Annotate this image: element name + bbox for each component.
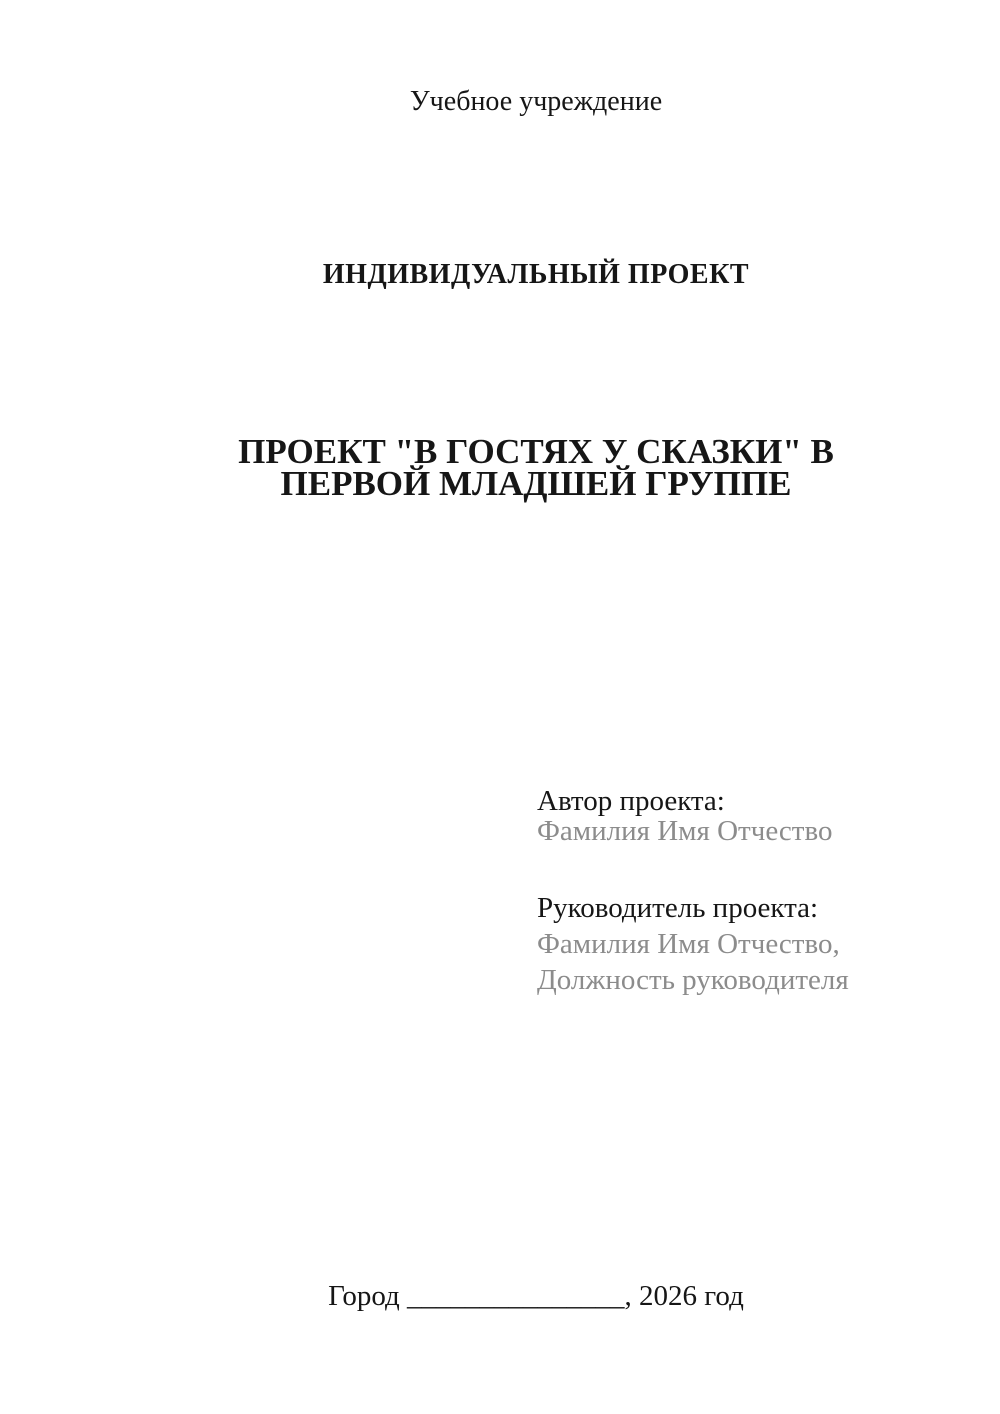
credits-block (537, 786, 849, 998)
project-type-heading: ИНДИВИДУАЛЬНЫЙ ПРОЕКТ (322, 259, 750, 290)
project-title (72, 432, 1000, 503)
project-title-line-1: ПРОЕКТ "В ГОСТЯХ У СКАЗКИ" В (238, 432, 834, 471)
author-name-placeholder: Фамилия Имя Отчество (537, 815, 833, 847)
project-title-line-2: ПЕРВОЙ МЛАДШЕЙ ГРУППЕ (280, 464, 792, 503)
institution-line: Учебное учреждение (409, 86, 663, 117)
supervisor-position-placeholder: Должность руководителя (537, 964, 849, 996)
supervisor-name-placeholder: Фамилия Имя Отчество, (537, 928, 840, 960)
supervisor-section (537, 890, 849, 998)
city-year-line: Город _______________, 2026 год (328, 1280, 744, 1312)
author-section (537, 786, 849, 846)
author-label: Автор проекта: (537, 785, 725, 817)
supervisor-label: Руководитель проекта: (537, 892, 819, 924)
